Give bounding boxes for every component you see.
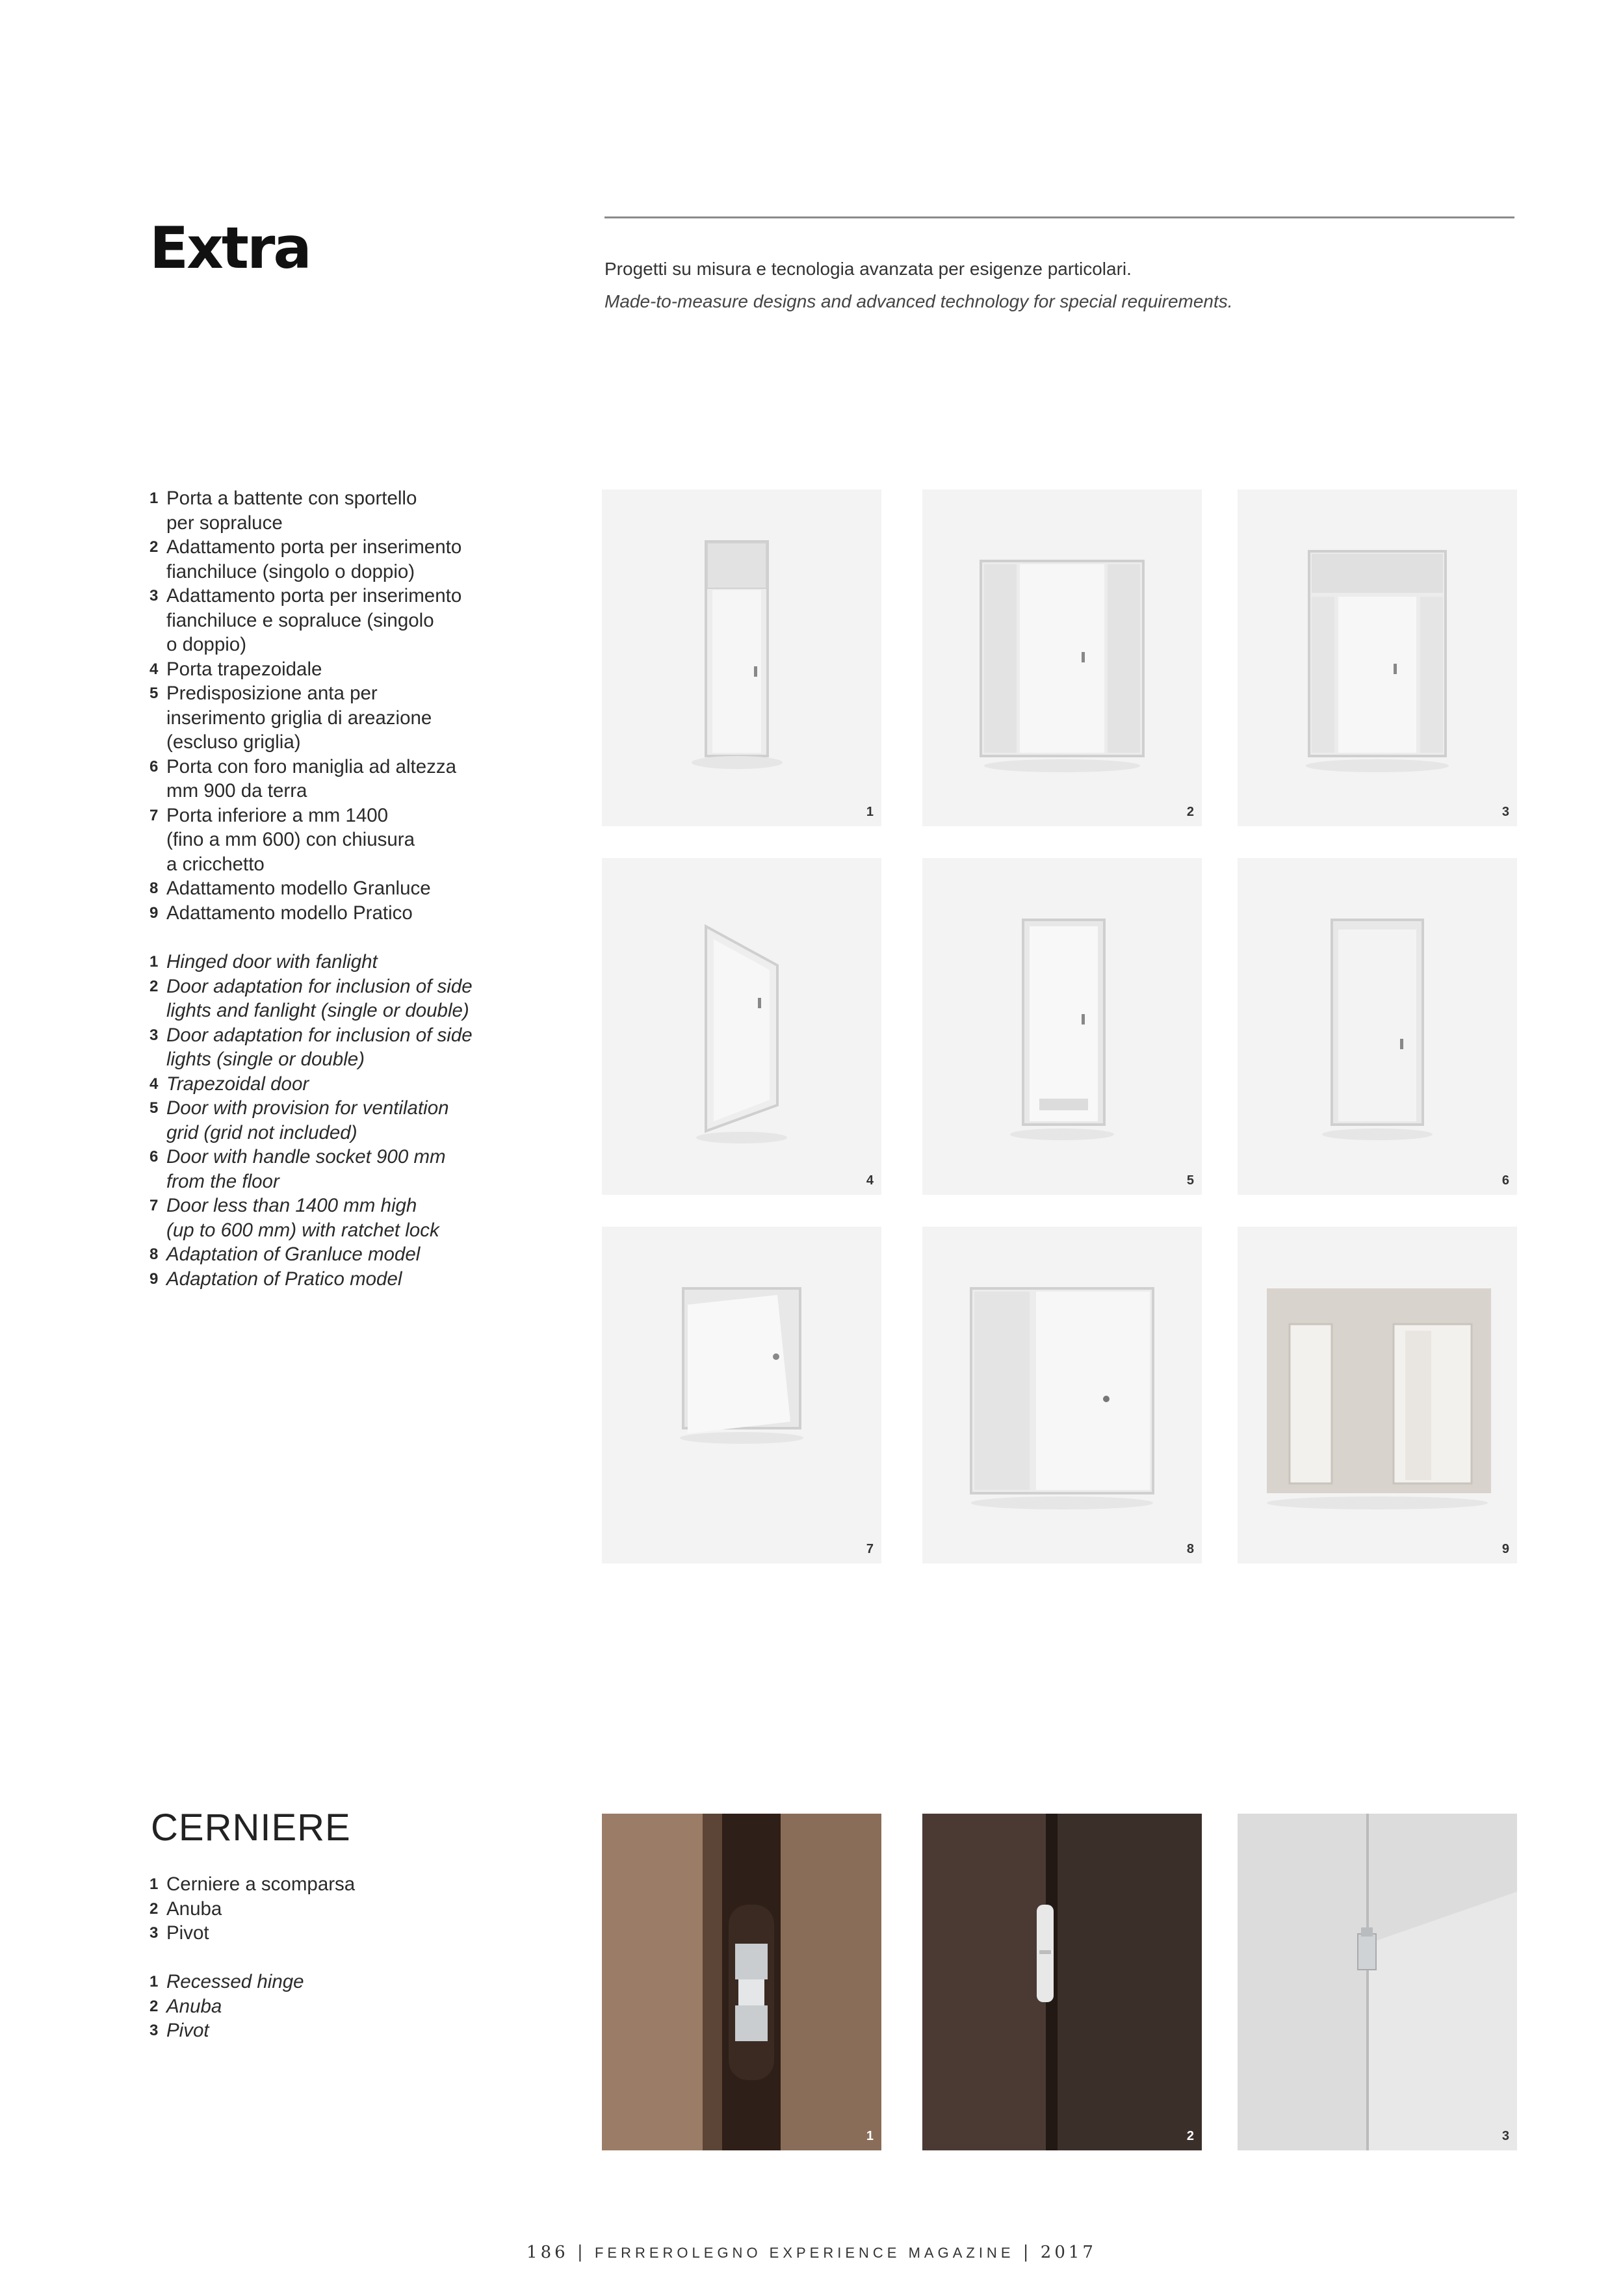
item-number: 8 bbox=[149, 880, 159, 897]
item-text: Door with provision for ventilation grid (grid not included) bbox=[166, 1097, 449, 1143]
item-number: 9 bbox=[149, 904, 159, 922]
item-text: Door less than 1400 mm high (up to 600 mm) with ratchet lock bbox=[166, 1195, 439, 1241]
list-item bbox=[149, 1897, 355, 1922]
list-item bbox=[149, 1970, 304, 1994]
door-photo-8 bbox=[922, 1227, 1202, 1563]
list-item bbox=[149, 876, 461, 901]
item-text: Adattamento modello Pratico bbox=[166, 902, 413, 924]
item-number: 3 bbox=[149, 1026, 159, 1044]
door-photo-4 bbox=[602, 858, 881, 1195]
item-text: Adattamento porta per inserimento fianchiluce e sopraluce (singolo o doppio) bbox=[166, 585, 462, 655]
list-item bbox=[149, 681, 461, 755]
item-text: Cerniere a scomparsa bbox=[166, 1873, 356, 1895]
list-item bbox=[149, 755, 461, 803]
door-photo-1 bbox=[602, 489, 881, 826]
footer-separator: | bbox=[577, 2243, 586, 2262]
item-number: 3 bbox=[149, 2022, 159, 2039]
photo-number: 3 bbox=[1501, 2129, 1509, 2143]
door-photo-2 bbox=[922, 489, 1202, 826]
page-title: Extra bbox=[149, 215, 310, 281]
item-text: Predisposizione anta per inserimento griglia di areazione (escluso griglia) bbox=[166, 683, 432, 753]
list-item bbox=[149, 1242, 473, 1267]
list-item bbox=[149, 1145, 473, 1194]
item-text: Pivot bbox=[166, 1922, 209, 1944]
item-text: Pivot bbox=[166, 2020, 209, 2041]
list-item bbox=[149, 1023, 473, 1072]
door-photo-5 bbox=[922, 858, 1202, 1195]
door-photo-7 bbox=[602, 1227, 881, 1563]
item-number: 7 bbox=[149, 1197, 159, 1214]
item-text: Door adaptation for inclusion of side lights and fanlight (single or double) bbox=[166, 975, 473, 1021]
item-text: Porta con foro maniglia ad altezza mm 900 da terra bbox=[166, 755, 457, 802]
item-text: Trapezoidal door bbox=[166, 1073, 309, 1095]
door-photo-9 bbox=[1238, 1227, 1517, 1563]
magazine-year: 2017 bbox=[1040, 2243, 1097, 2262]
item-number: 5 bbox=[149, 685, 159, 702]
photo-number: 7 bbox=[866, 1542, 874, 1556]
item-text: Door with handle socket 900 mm from the floor bbox=[166, 1146, 446, 1192]
item-number: 1 bbox=[149, 489, 159, 507]
photo-number: 6 bbox=[1501, 1173, 1509, 1188]
item-number: 1 bbox=[149, 953, 159, 971]
extra-list-english bbox=[149, 950, 473, 1291]
item-number: 2 bbox=[149, 1997, 159, 2015]
item-text: Adaptation of Pratico model bbox=[166, 1268, 402, 1290]
photo-number: 1 bbox=[866, 2129, 874, 2143]
item-number: 7 bbox=[149, 806, 159, 824]
item-number: 4 bbox=[149, 660, 159, 678]
list-item bbox=[149, 974, 473, 1023]
photo-number: 8 bbox=[1186, 1542, 1194, 1556]
hinge-photo-3 bbox=[1238, 1814, 1517, 2150]
item-text: Porta trapezoidale bbox=[166, 658, 322, 680]
section-title-cerniere: CERNIERE bbox=[151, 1807, 351, 1849]
list-item bbox=[149, 584, 461, 657]
list-item bbox=[149, 1072, 473, 1097]
hinge-list-italian bbox=[149, 1872, 355, 1946]
item-text: Anuba bbox=[166, 1995, 222, 2017]
list-item bbox=[149, 803, 461, 877]
item-text: Porta inferiore a mm 1400 (fino a mm 600) con chiusura a cricchetto bbox=[166, 804, 415, 875]
list-item bbox=[149, 1267, 473, 1292]
item-number: 4 bbox=[149, 1075, 159, 1093]
photo-number: 9 bbox=[1501, 1542, 1509, 1556]
list-item bbox=[149, 1096, 473, 1145]
photo-number: 1 bbox=[866, 805, 874, 819]
photo-number: 2 bbox=[1186, 2129, 1194, 2143]
list-item bbox=[149, 535, 461, 584]
hinge-photo-2 bbox=[922, 1814, 1202, 2150]
item-text: Adattamento porta per inserimento fianchiluce (singolo o doppio) bbox=[166, 536, 462, 582]
intro-english: Made-to-measure designs and advanced technology for special requirements. bbox=[604, 291, 1233, 311]
list-item bbox=[149, 1194, 473, 1242]
item-text: Adaptation of Granluce model bbox=[166, 1244, 421, 1265]
photo-number: 5 bbox=[1186, 1173, 1194, 1188]
extra-list-italian bbox=[149, 486, 461, 925]
page-footer bbox=[0, 2243, 1623, 2262]
header-rule bbox=[604, 216, 1514, 218]
list-item bbox=[149, 1994, 304, 2019]
photo-number: 2 bbox=[1186, 805, 1194, 819]
hinge-photo-1 bbox=[602, 1814, 881, 2150]
item-text: Porta a battente con sportello per sopraluce bbox=[166, 488, 417, 534]
item-number: 6 bbox=[149, 757, 159, 776]
item-number: 9 bbox=[149, 1270, 159, 1288]
list-item bbox=[149, 950, 473, 974]
list-item bbox=[149, 486, 461, 535]
item-number: 2 bbox=[149, 538, 159, 556]
list-item bbox=[149, 2018, 304, 2043]
photo-number: 3 bbox=[1501, 805, 1509, 819]
item-number: 1 bbox=[149, 1875, 159, 1893]
item-number: 3 bbox=[149, 587, 159, 605]
item-text: Anuba bbox=[166, 1898, 222, 1920]
hinge-list-english bbox=[149, 1970, 304, 2043]
item-text: Hinged door with fanlight bbox=[166, 951, 378, 972]
item-number: 3 bbox=[149, 1924, 159, 1942]
item-number: 5 bbox=[149, 1099, 159, 1117]
list-item bbox=[149, 657, 461, 682]
item-text: Door adaptation for inclusion of side lights (single or double) bbox=[166, 1024, 473, 1070]
footer-separator: | bbox=[1022, 2243, 1032, 2262]
item-number: 6 bbox=[149, 1148, 159, 1166]
item-number: 2 bbox=[149, 977, 159, 995]
page-number: 186 bbox=[526, 2243, 569, 2262]
photo-number: 4 bbox=[866, 1173, 874, 1188]
item-number: 1 bbox=[149, 1973, 159, 1990]
item-text: Adattamento modello Granluce bbox=[166, 878, 431, 899]
magazine-name: FERREROLEGNO EXPERIENCE MAGAZINE bbox=[594, 2245, 1015, 2261]
door-photo-6 bbox=[1238, 858, 1517, 1195]
item-number: 2 bbox=[149, 1899, 159, 1918]
item-number: 8 bbox=[149, 1246, 159, 1263]
intro-italian: Progetti su misura e tecnologia avanzata per esigenze particolari. bbox=[604, 259, 1132, 279]
list-item bbox=[149, 901, 461, 926]
list-item bbox=[149, 1921, 355, 1946]
list-item bbox=[149, 1872, 355, 1897]
item-text: Recessed hinge bbox=[166, 1971, 304, 1992]
door-photo-3 bbox=[1238, 489, 1517, 826]
